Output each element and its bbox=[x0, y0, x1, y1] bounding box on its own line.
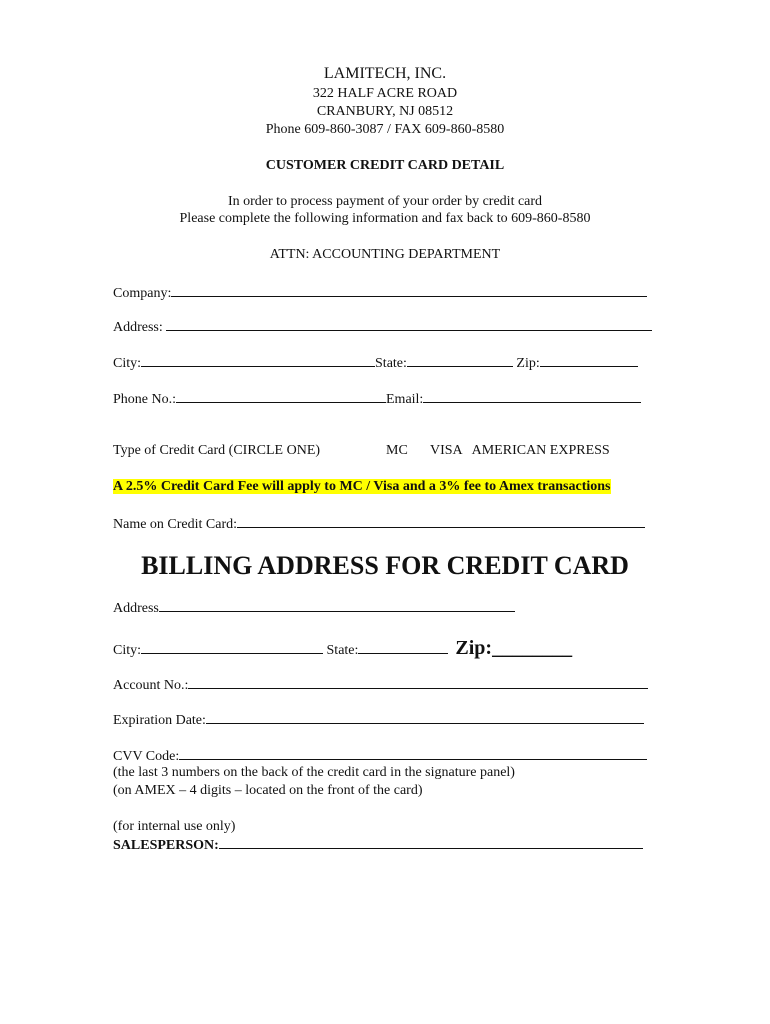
card-option-mc[interactable]: MC bbox=[386, 443, 408, 458]
email-label: Email: bbox=[386, 392, 424, 407]
state-field[interactable] bbox=[407, 354, 513, 367]
billing-state-field[interactable] bbox=[358, 641, 448, 654]
salesperson-label: SALESPERSON: bbox=[113, 838, 219, 853]
billing-title: BILLING ADDRESS FOR CREDIT CARD bbox=[141, 551, 629, 580]
billing-address-field[interactable] bbox=[159, 599, 515, 612]
company-row bbox=[113, 284, 647, 302]
name-on-card-label: Name on Credit Card: bbox=[113, 517, 238, 532]
salesperson-row bbox=[113, 836, 643, 854]
phone-label: Phone No.: bbox=[113, 392, 176, 407]
account-field[interactable] bbox=[188, 676, 648, 689]
name-on-card-field[interactable] bbox=[237, 515, 645, 528]
zip-field[interactable] bbox=[540, 354, 638, 367]
billing-state-label: State: bbox=[326, 643, 359, 658]
phone-email-row bbox=[113, 390, 641, 408]
expiration-row bbox=[113, 711, 644, 729]
phone-fax: Phone 609-860-3087 / FAX 609-860-8580 bbox=[265, 122, 505, 137]
address-label: Address: bbox=[113, 320, 163, 335]
internal-use-note: (for internal use only) bbox=[113, 819, 236, 834]
city-state: CRANBURY, NJ 08512 bbox=[316, 104, 454, 119]
state-label: State: bbox=[375, 356, 407, 371]
fee-notice bbox=[113, 479, 611, 495]
instruction-line-2: Please complete the following information and fax back to 609-860-8580 bbox=[179, 211, 591, 226]
card-option-visa-amex[interactable]: VISA AMERICAN EXPRESS bbox=[430, 443, 610, 458]
billing-address-label: Address bbox=[113, 601, 159, 616]
city-state-zip-row bbox=[113, 354, 638, 372]
billing-zip-field[interactable]: Zip:________ bbox=[455, 637, 573, 659]
account-row bbox=[113, 676, 648, 694]
cvv-note-1: (the last 3 numbers on the back of the credit card in the signature panel) bbox=[113, 765, 515, 780]
billing-city-state-zip-row bbox=[113, 637, 573, 659]
billing-city-field[interactable] bbox=[141, 641, 323, 654]
form-title: CUSTOMER CREDIT CARD DETAIL bbox=[265, 158, 505, 173]
zip-label: Zip: bbox=[516, 356, 540, 371]
expiration-label: Expiration Date: bbox=[113, 713, 206, 728]
company-name: LAMITECH, INC. bbox=[323, 65, 447, 82]
cvv-row bbox=[113, 747, 647, 765]
billing-city-label: City: bbox=[113, 643, 142, 658]
city-label: City: bbox=[113, 356, 142, 371]
city-field[interactable] bbox=[141, 354, 375, 367]
name-on-card-row bbox=[113, 515, 645, 533]
salesperson-field[interactable] bbox=[219, 836, 643, 849]
billing-address-row bbox=[113, 599, 515, 617]
attn-line: ATTN: ACCOUNTING DEPARTMENT bbox=[269, 247, 501, 262]
fee-notice-text: A 2.5% Credit Card Fee will apply to MC / Visa and a 3% fee to Amex transactions bbox=[113, 479, 611, 494]
account-label: Account No.: bbox=[113, 678, 189, 693]
card-type-label: Type of Credit Card (CIRCLE ONE) bbox=[113, 443, 321, 458]
address-field[interactable] bbox=[166, 318, 652, 331]
instruction-line-1: In order to process payment of your order by credit card bbox=[227, 194, 543, 209]
email-field[interactable] bbox=[423, 390, 641, 403]
expiration-field[interactable] bbox=[206, 711, 644, 724]
street-address: 322 HALF ACRE ROAD bbox=[312, 86, 458, 101]
cvv-label: CVV Code: bbox=[113, 749, 180, 764]
cvv-field[interactable] bbox=[179, 747, 647, 760]
cvv-note-2: (on AMEX – 4 digits – located on the front of the card) bbox=[113, 783, 423, 798]
company-field[interactable] bbox=[171, 284, 647, 297]
phone-field[interactable] bbox=[176, 390, 386, 403]
address-row bbox=[113, 318, 652, 336]
company-label: Company: bbox=[113, 286, 172, 301]
